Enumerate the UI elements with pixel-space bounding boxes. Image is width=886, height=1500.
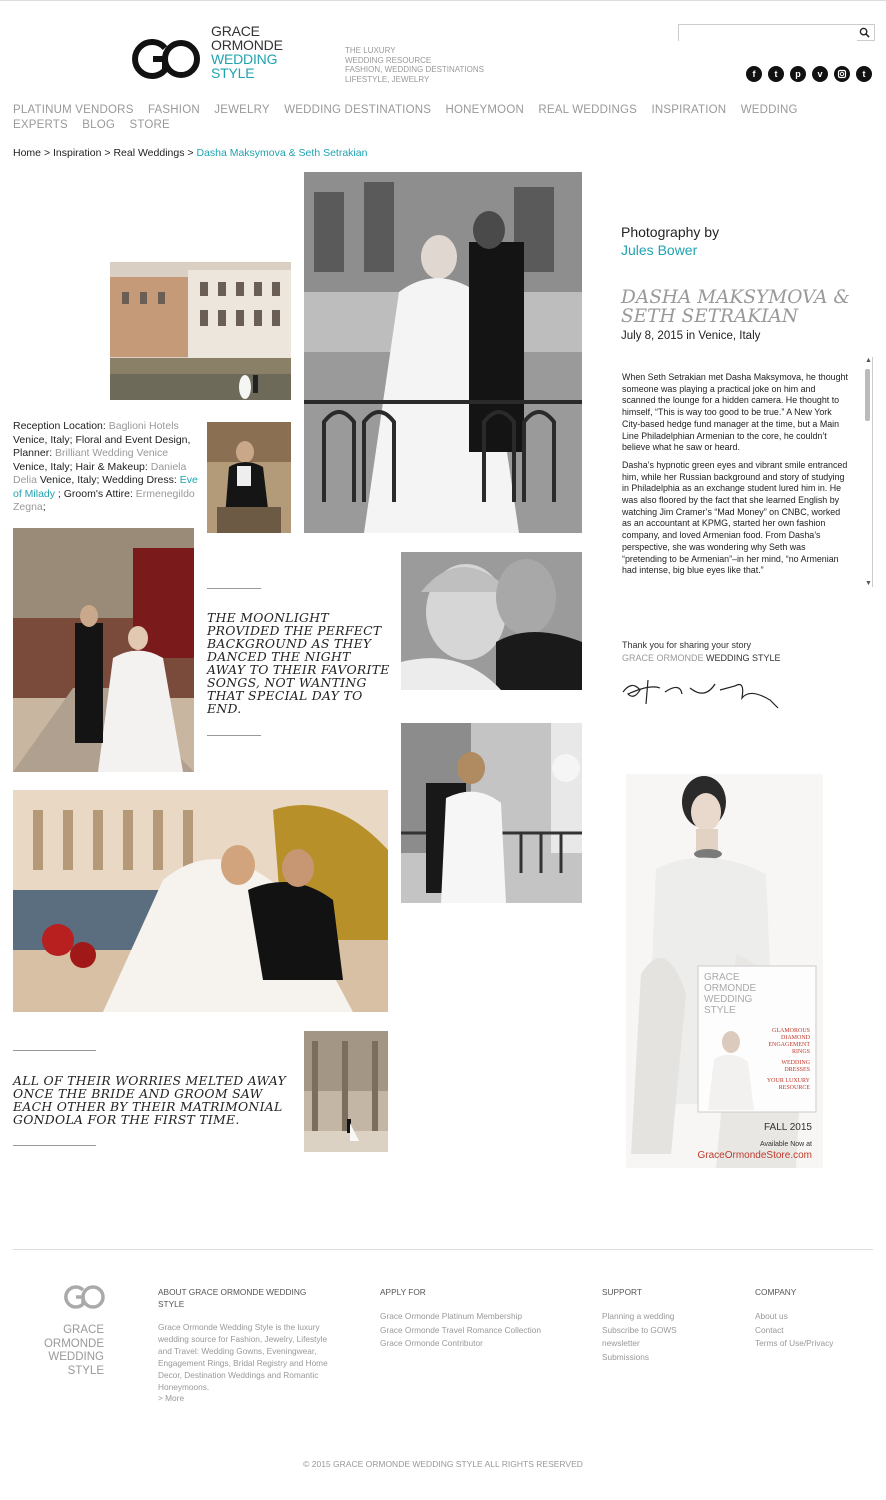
thanks-text: Thank you for sharing your story — [622, 640, 752, 650]
logo-line: WEDDING — [211, 51, 278, 67]
ad-mag-title: GRACE — [704, 972, 740, 983]
footer-link-terms[interactable]: Terms of Use/Privacy — [755, 1338, 834, 1349]
breadcrumb-real-weddings[interactable]: Real Weddings — [113, 147, 185, 159]
footer-more-link[interactable]: > More — [158, 1393, 185, 1404]
nav-item-platinum-vendors[interactable]: PLATINUM VENDORS — [13, 104, 134, 116]
photo-couple-embrace[interactable] — [401, 723, 582, 903]
photography-label: Photography by — [621, 224, 720, 240]
photo-couple-balcony[interactable] — [304, 172, 582, 533]
search-box — [678, 24, 875, 41]
instagram-icon[interactable] — [834, 66, 850, 82]
footer-company-heading: COMPANY — [755, 1287, 797, 1297]
footer-apply-heading: APPLY FOR — [380, 1287, 426, 1297]
ad-headline: GLAMOROUS — [771, 1028, 810, 1034]
breadcrumb-separator: > — [187, 147, 197, 159]
credit-link-groom-attire[interactable]: Ermenegildo Zegna — [13, 487, 195, 513]
vimeo-icon[interactable]: v — [812, 66, 828, 82]
tagline — [345, 46, 484, 84]
nav-item-store[interactable]: STORE — [129, 119, 170, 131]
search-input[interactable] — [679, 28, 857, 43]
credit-text: ; Groom's Attire: — [55, 487, 136, 500]
signature-image — [620, 670, 785, 715]
logo-text[interactable] — [211, 24, 283, 80]
nav-item-wedding-experts[interactable]: WEDDING EXPERTS — [13, 104, 798, 131]
facebook-icon[interactable]: f — [746, 66, 762, 82]
breadcrumb-separator: > — [104, 147, 114, 159]
photo-venice-palace[interactable] — [110, 262, 291, 400]
nav-item-real-weddings[interactable]: REAL WEDDINGS — [538, 104, 638, 116]
nav-item-fashion[interactable]: FASHION — [147, 104, 200, 116]
footer-about-heading: ABOUT GRACE ORMONDE WEDDING STYLE — [158, 1287, 307, 1309]
tumblr-icon[interactable]: t — [856, 66, 872, 82]
footer-link-submissions[interactable]: Submissions — [602, 1352, 650, 1363]
photo-ceremony-church[interactable] — [13, 528, 194, 772]
footer-link-about[interactable]: About us — [755, 1311, 788, 1321]
photographer-link[interactable]: Jules Bower — [621, 242, 698, 258]
scroll-thumb[interactable] — [865, 369, 870, 421]
pull-quote: ALL OF THEIR WORRIES MELTED AWAY ONCE THE BRIDE AND GROOM SAW EACH OTHER BY THEIR MATRIMONIAL GONDOLA FOR THE FIRST TIME. — [13, 1073, 287, 1127]
credit-text: Venice, Italy; Wedding Dress: — [36, 474, 180, 486]
divider — [13, 1145, 96, 1146]
ad-headline: ENGAGEMENT — [768, 1042, 810, 1048]
breadcrumb — [13, 147, 367, 159]
nav-item-wedding-destinations[interactable]: WEDDING DESTINATIONS — [284, 104, 432, 116]
breadcrumb-current: Dasha Maksymova & Seth Setrakian — [196, 147, 368, 159]
nav-item-jewelry[interactable]: JEWELRY — [214, 104, 270, 116]
scroll-down-icon[interactable]: ▼ — [865, 580, 872, 587]
couple-title: DASHA MAKSYMOVA & SETH SETRAKIAN — [621, 287, 850, 327]
top-border — [0, 0, 886, 1]
date-location-joiner: in — [683, 330, 699, 342]
credit-link-dress[interactable]: Eve of Milady — [13, 474, 198, 500]
credit-link-hair-makeup[interactable]: Daniela Delia — [13, 460, 187, 486]
breadcrumb-inspiration[interactable]: Inspiration — [53, 147, 102, 159]
ad-headline: RINGS — [791, 1049, 810, 1055]
ad-headline: DRESSES — [784, 1067, 810, 1073]
ad-headline: DIAMOND — [781, 1035, 810, 1041]
ad-headline: RESOURCE — [778, 1085, 810, 1091]
footer-link-planning[interactable]: Planning a wedding — [602, 1311, 675, 1321]
search-icon[interactable] — [859, 27, 870, 38]
ad-mag-title: ORMONDE — [704, 983, 757, 994]
photo-groom-seated[interactable] — [207, 422, 291, 533]
wedding-date: July 8, 2015 — [621, 330, 684, 342]
credit-text: Venice, Italy; Hair & Makeup: — [13, 460, 151, 473]
ad-issue: FALL 2015 — [763, 1122, 812, 1133]
logo-mark-icon[interactable] — [131, 38, 201, 80]
footer-company — [755, 1286, 865, 1351]
tagline-line: FASHION, WEDDING DESTINATIONS — [345, 65, 484, 74]
nav-item-honeymoon[interactable]: HONEYMOON — [445, 104, 524, 116]
footer-support-heading: SUPPORT — [602, 1287, 642, 1297]
footer-divider — [13, 1249, 873, 1250]
footer-link-platinum[interactable]: Grace Ormonde Platinum Membership — [380, 1311, 523, 1321]
ad-mag-title: STYLE — [704, 1005, 736, 1016]
photo-couple-closeup[interactable] — [401, 552, 582, 690]
footer-about-text: Grace Ormonde Wedding Style is the luxury wedding source for Fashion, Jewelry, Lifestyle and Travel: Wedding Gowns, Eveningwear, Engagement Rings, Bridal Registry and Home Decor, Destination Weddings and Romantic Honeymoons. — [158, 1322, 328, 1392]
ad-headline: WEDDING — [781, 1060, 810, 1066]
story-paragraph: Dasha’s hypnotic green eyes and vibrant smile entranced him, while her Russian background and story of studying in Philadelphia as an exchange student lured him in. He was also floored by the fact that she learned English by watching Jim Cramer’s “Mad Money” on CNBC, worked as an accountant at KPMG, started her own fashion company, and loved Armenian food. From Dasha’s perspective, she was wondering why Seth was “pretending to be Armenian”–in her mind, “no Armenian had intense, big blue eyes like that.” — [622, 459, 848, 576]
copyright: © 2015 GRACE ORMONDE WEDDING STYLE ALL RIGHTS RESERVED — [303, 1459, 583, 1469]
pull-quote: THE MOONLIGHT PROVIDED THE PERFECT BACKGROUND AS THEY DANCED THE NIGHT AWAY TO THEIR FAVORITE SONGS, NOT WANTING THAT SPECIAL DAY TO END. — [207, 610, 390, 716]
nav-item-blog[interactable]: BLOG — [82, 119, 116, 131]
footer-about — [158, 1286, 333, 1405]
footer-link-contact[interactable]: Contact — [755, 1324, 784, 1335]
story-scrollbar[interactable] — [862, 357, 873, 587]
ad-headline: YOUR LUXURY — [766, 1078, 810, 1084]
scroll-up-icon[interactable]: ▲ — [865, 357, 872, 364]
credit-link-planner[interactable]: Brilliant Wedding Venice — [55, 447, 169, 459]
ad-available: Available Now at — [759, 1141, 812, 1148]
pinterest-icon[interactable]: p — [790, 66, 806, 82]
credit-text: Reception Location: — [13, 420, 109, 432]
tagline-line: THE LUXURY — [345, 46, 396, 55]
wedding-location: Venice, Italy — [698, 330, 761, 342]
social-icons — [746, 66, 872, 82]
credit-link-reception[interactable]: Baglioni Hotels — [108, 420, 179, 432]
footer-logo-line: WEDDING — [48, 1351, 104, 1363]
tagline-line: WEDDING RESOURCE — [345, 55, 432, 65]
footer-logo-icon[interactable] — [62, 1283, 106, 1311]
breadcrumb-separator: > — [43, 147, 53, 159]
footer-link-contributor[interactable]: Grace Ormonde Contributor — [380, 1338, 483, 1349]
logo-line: STYLE — [211, 65, 255, 81]
nav-item-inspiration[interactable]: INSPIRATION — [651, 104, 727, 116]
credit-text: Venice, Italy; Floral and Event Design, Planner: — [13, 433, 191, 459]
tagline-line: LIFESTYLE, JEWELRY — [345, 74, 430, 84]
thanks-note — [622, 639, 781, 665]
footer-link-travel-romance[interactable]: Grace Ormonde Travel Romance Collection — [380, 1324, 541, 1335]
footer-link-newsletter[interactable]: Subscribe to GOWS newsletter — [602, 1324, 677, 1349]
photo-couple-gondola[interactable] — [13, 790, 388, 1012]
breadcrumb-home[interactable]: Home — [13, 147, 42, 159]
footer-apply — [380, 1286, 570, 1351]
ad-url: GraceOrmondeStore.com — [697, 1150, 812, 1161]
logo-line: ORMONDE — [211, 37, 283, 53]
magazine-advertisement[interactable] — [626, 774, 823, 1168]
main-nav — [13, 103, 853, 133]
footer-logo-text[interactable] — [30, 1324, 104, 1378]
thanks-brand: GRACE ORMONDE — [622, 653, 704, 663]
divider — [207, 735, 261, 736]
logo-line: GRACE — [211, 23, 260, 39]
thanks-brand: WEDDING STYLE — [703, 653, 781, 663]
footer-logo-line: GRACE — [63, 1324, 104, 1336]
credit-text: ; — [42, 501, 46, 513]
twitter-icon[interactable]: t — [768, 66, 784, 82]
footer-support — [602, 1286, 712, 1365]
story-scroll-box[interactable] — [617, 357, 873, 587]
divider — [13, 1050, 96, 1051]
story-paragraph: When Seth Setrakian met Dasha Maksymova, he thought someone was playing a practical joke on him and scanned the lounge for a hidden camera. He thought to himself, “This is way too good to be true.” A New York City-based hedge fund manager at the time, but a Main Line Philadelphian Armenian to the core, he couldn’t believe what he saw or heard. — [622, 372, 848, 453]
ad-mag-title: WEDDING — [704, 994, 753, 1005]
footer-logo-line: STYLE — [67, 1364, 104, 1377]
photo-church-facade[interactable] — [304, 1031, 388, 1152]
divider — [207, 588, 261, 589]
vendor-credits — [13, 420, 203, 515]
date-location — [621, 330, 760, 342]
footer-logo-line: ORMONDE — [43, 1337, 104, 1350]
